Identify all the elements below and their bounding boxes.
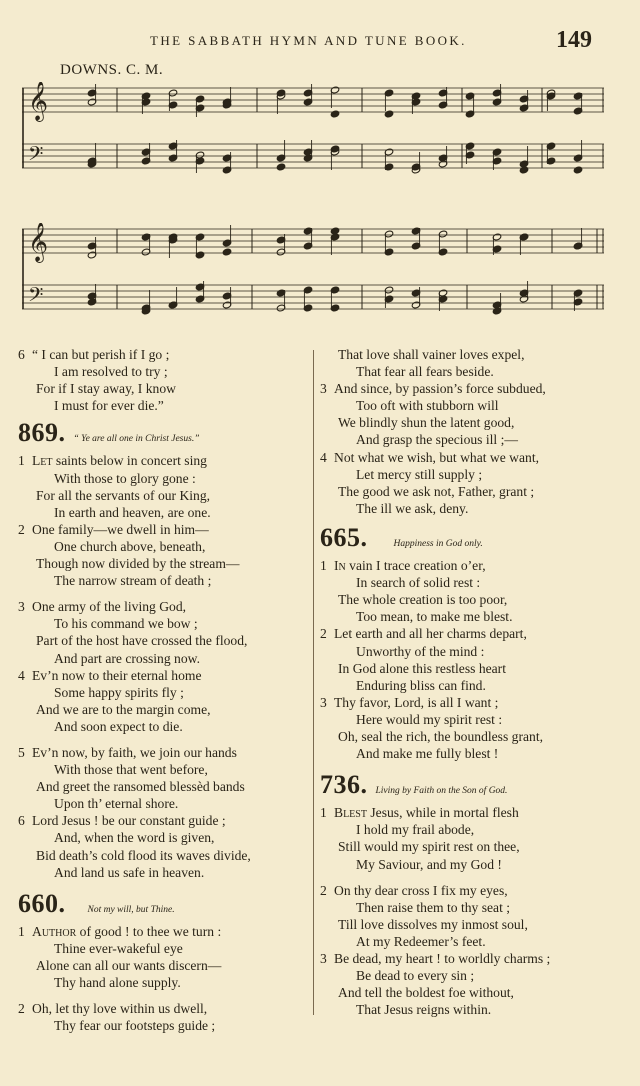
verse-text: My Saviour, and my God ! <box>356 856 502 872</box>
verse-text: That fear all fears beside. <box>356 364 494 380</box>
verse-line <box>18 572 308 589</box>
verse-text: That love shall vainer loves expel, <box>338 347 525 362</box>
verse-text: I must for ever die.” <box>54 398 164 414</box>
hymn-665-heading <box>320 522 610 553</box>
verse-text: I hold my frail abode, <box>356 822 475 838</box>
verse-line <box>18 380 308 397</box>
verse-text: And part are crossing now. <box>54 650 200 666</box>
svg-text:𝄢: 𝄢 <box>28 283 44 311</box>
svg-text:𝄢: 𝄢 <box>28 142 44 170</box>
verse-line <box>320 414 610 431</box>
verse-line <box>18 555 308 572</box>
hymn-869-heading <box>18 418 308 448</box>
verse-text: And tell the boldest foe without, <box>338 985 514 1001</box>
music-system-2 <box>22 223 604 331</box>
verse-line <box>18 778 308 795</box>
first-word: In <box>334 558 346 574</box>
verse-text: And greet the ransomed blessèd bands <box>36 779 245 795</box>
verse-number: 3 <box>320 694 327 710</box>
verse-text: Let mercy still supply ; <box>356 466 483 482</box>
verse-text: One family—we dwell in him— <box>32 521 209 537</box>
column-divider <box>313 350 314 1015</box>
hymn-660-continued <box>320 346 610 517</box>
verse-line <box>320 643 610 660</box>
verse-text: Still would my spirit rest on thee, <box>338 839 520 855</box>
verse-number: 2 <box>18 521 25 537</box>
verse-line <box>320 838 610 855</box>
verse-text: Here would my spirit rest : <box>356 711 503 727</box>
verse-text: Bid death’s cold flood its waves divide, <box>36 847 251 863</box>
hymn-736-verse-1 <box>320 804 610 872</box>
verse-text: Thy fear our footsteps guide ; <box>54 1018 216 1034</box>
verse-line <box>18 718 308 735</box>
verse-line <box>320 431 610 448</box>
verse-line <box>18 974 308 991</box>
verse-text: One army of the living God, <box>32 599 187 615</box>
verse-text: For all the servants of our King, <box>36 487 211 503</box>
verse-line <box>320 950 610 967</box>
right-column <box>320 346 610 1018</box>
hymn-660-verse-2 <box>18 1000 308 1034</box>
verse-text: Let earth and all her charms depart, <box>334 626 527 642</box>
verse-text: And we are to the margin come, <box>36 701 211 717</box>
verse-text: And, when the word is given, <box>54 830 215 846</box>
verse-text: One church above, beneath, <box>54 538 206 554</box>
verse-text: Thy favor, Lord, is all I want ; <box>334 694 499 710</box>
hymn-869-verses-1-2 <box>18 452 308 589</box>
verse-text: The ill we ask, deny. <box>356 500 469 516</box>
verse-line <box>320 483 610 500</box>
verse-text: In earth and heaven, are one. <box>54 504 211 520</box>
verse-line <box>18 684 308 701</box>
svg-text:𝄞: 𝄞 <box>28 223 49 262</box>
verse-text: Unworthy of the mind : <box>356 643 485 659</box>
verse-line <box>18 470 308 487</box>
verse-line <box>320 363 610 380</box>
hymn-869-verses-5-6 <box>18 744 308 881</box>
verse-text: The good we ask not, Father, grant ; <box>338 483 535 499</box>
verse-line <box>320 728 610 745</box>
verse-line <box>320 694 610 711</box>
verse-number: 1 <box>18 453 25 469</box>
verse-line <box>320 967 610 984</box>
verse-line <box>320 500 610 517</box>
verse-text: That Jesus reigns within. <box>356 1002 492 1018</box>
verse-text: Though now divided by the stream— <box>36 556 240 572</box>
verse-line <box>320 882 610 899</box>
verse-text: I am resolved to try ; <box>54 364 168 380</box>
verse-line <box>320 608 610 625</box>
verse-line <box>18 847 308 864</box>
verse-number: 2 <box>320 882 327 898</box>
verse-text: And since, by passion’s force subdued, <box>334 381 546 397</box>
verse-number: 2 <box>18 1001 25 1017</box>
verse-line <box>18 795 308 812</box>
verse-text: In search of solid rest : <box>356 575 481 591</box>
verse-line <box>18 615 308 632</box>
verse-line <box>18 1017 308 1034</box>
verse-text: vain I trace creation o’er, <box>345 558 486 574</box>
verse-text: And make me fully blest ! <box>356 746 499 762</box>
verse-text: Some happy spirits fly ; <box>54 684 184 700</box>
verse-line <box>320 346 610 363</box>
hymn-869-verses-3-4 <box>18 598 308 735</box>
verse-text: Then raise them to thy seat ; <box>356 899 511 915</box>
verse-line <box>320 557 610 574</box>
verse-text: “ I can but perish if I go ; <box>32 347 170 362</box>
verse-text: Part of the host have crossed the flood, <box>36 633 248 649</box>
hymn-number: 660. <box>18 888 66 918</box>
verse-number: 1 <box>320 805 327 821</box>
verse-line <box>320 804 610 821</box>
verse-text: Jesus, while in mortal flesh <box>366 805 519 821</box>
hymn-number: 869. <box>18 418 66 448</box>
verse-line <box>18 363 308 380</box>
verse-line <box>320 984 610 1001</box>
hymn-660-heading <box>18 888 308 919</box>
verse-text: With those to glory gone : <box>54 470 196 486</box>
verse-line <box>320 660 610 677</box>
verse-line <box>18 761 308 778</box>
hymn-subtitle: “ Ye are all one in Christ Jesus.” <box>73 434 200 445</box>
verse-text: Be dead to every sin ; <box>356 968 475 984</box>
hymn-number: 665. <box>320 522 368 552</box>
hymn-736-verses-2-3 <box>320 882 610 1019</box>
verse-number: 3 <box>320 381 327 397</box>
verse-text: Too oft with stubborn will <box>356 398 499 414</box>
verse-number: 1 <box>18 923 25 939</box>
hymn-660-verse-1 <box>18 923 308 991</box>
verse-line <box>320 466 610 483</box>
verse-number: 2 <box>320 626 327 642</box>
verse-line <box>320 625 610 642</box>
verse-text: Oh, seal the rich, the boundless grant, <box>338 728 543 744</box>
left-column <box>18 346 308 1034</box>
verse-line <box>18 632 308 649</box>
verse-number: 6 <box>18 347 25 362</box>
verse-text: Be dead, my heart ! to worldly charms ; <box>334 951 551 966</box>
verse-line <box>18 864 308 881</box>
verse-text: The whole creation is too poor, <box>338 592 508 608</box>
verse-line <box>18 346 308 363</box>
verse-text: For if I stay away, I know <box>36 381 176 397</box>
verse-line <box>18 667 308 684</box>
verse-text: With those that went before, <box>54 762 208 778</box>
verse-number: 3 <box>320 951 327 966</box>
verse-line <box>320 856 610 873</box>
verse-line <box>18 487 308 504</box>
verse-line <box>320 574 610 591</box>
verse-line <box>18 650 308 667</box>
verse-line <box>320 821 610 838</box>
verse-line <box>320 916 610 933</box>
hymn-665-verses <box>320 557 610 762</box>
verse-line <box>18 504 308 521</box>
svg-text:𝄞: 𝄞 <box>28 82 49 121</box>
verse-line <box>320 449 610 466</box>
hymn-subtitle: Living by Faith on the Son of God. <box>375 786 508 797</box>
verse-line <box>18 957 308 974</box>
verse-number: 4 <box>18 667 25 683</box>
hymn-subtitle: Happiness in God only. <box>393 538 483 549</box>
verse-text: And soon expect to die. <box>54 718 183 734</box>
first-word: Author <box>32 923 77 939</box>
verse-text: Till love dissolves my inmost soul, <box>338 916 528 932</box>
verse-text: We blindly shun the latent good, <box>338 415 515 431</box>
first-word: Blest <box>334 805 367 821</box>
verse-line <box>18 521 308 538</box>
verse-text: Enduring bliss can find. <box>356 677 486 693</box>
verse-line <box>18 829 308 846</box>
verse-line <box>18 598 308 615</box>
tune-title: DOWNS. C. M. <box>60 62 164 78</box>
hymn-number: 736. <box>320 770 368 800</box>
verse-text: saints below in concert sing <box>52 453 207 469</box>
verse-line <box>320 745 610 762</box>
hymn-subtitle: Not my will, but Thine. <box>87 904 175 915</box>
verse-text: of good ! to thee we turn : <box>76 923 222 939</box>
verse-line <box>320 397 610 414</box>
verse-number: 1 <box>320 558 327 574</box>
verse-line <box>18 923 308 940</box>
first-word: Let <box>32 453 53 469</box>
verse-number: 6 <box>18 813 25 829</box>
verse-line <box>320 711 610 728</box>
verse-text: To his command we bow ; <box>54 616 198 632</box>
verse-number: 4 <box>320 449 327 465</box>
verse-line <box>18 940 308 957</box>
verse-line <box>18 397 308 414</box>
verse-line <box>18 701 308 718</box>
verse-line <box>320 380 610 397</box>
verse-text: And land us safe in heaven. <box>54 864 205 880</box>
verse-text: Alone can all our wants discern— <box>36 958 222 973</box>
verse-line <box>320 933 610 950</box>
verse-text: Upon th’ eternal shore. <box>54 796 179 812</box>
verse-line <box>320 591 610 608</box>
verse-line <box>18 538 308 555</box>
verse-text: At my Redeemer’s feet. <box>356 933 486 949</box>
page-number: 149 <box>556 27 592 53</box>
verse-line <box>18 812 308 829</box>
verse-line <box>18 452 308 469</box>
verse-text: And grasp the specious ill ;— <box>356 432 518 448</box>
verse-line <box>320 677 610 694</box>
verse-text: Oh, let thy love within us dwell, <box>32 1001 208 1017</box>
verse-number: 5 <box>18 744 25 760</box>
verse-text: Ev’n now to their eternal home <box>32 667 202 683</box>
verse-text: Ev’n now, by faith, we join our hands <box>32 744 237 760</box>
hymn-736-heading <box>320 770 610 800</box>
carry-over-stanza <box>18 346 308 414</box>
verse-text: Not what we wish, but what we want, <box>334 449 540 465</box>
verse-line <box>320 899 610 916</box>
verse-line <box>320 1001 610 1018</box>
verse-text: Lord Jesus ! be our constant guide ; <box>32 813 226 829</box>
music-system-1 <box>22 82 604 190</box>
verse-number: 3 <box>18 599 25 615</box>
verse-text: In God alone this restless heart <box>338 660 506 676</box>
verse-text: On thy dear cross I fix my eyes, <box>334 882 508 898</box>
verse-line <box>18 1000 308 1017</box>
verse-text: The narrow stream of death ; <box>54 573 212 589</box>
running-head: THE SABBATH HYMN AND TUNE BOOK. <box>150 33 467 48</box>
verse-text: Thine ever-wakeful eye <box>54 940 183 956</box>
verse-text: Too mean, to make me blest. <box>356 609 513 625</box>
verse-text: Thy hand alone supply. <box>54 975 181 991</box>
verse-line <box>18 744 308 761</box>
